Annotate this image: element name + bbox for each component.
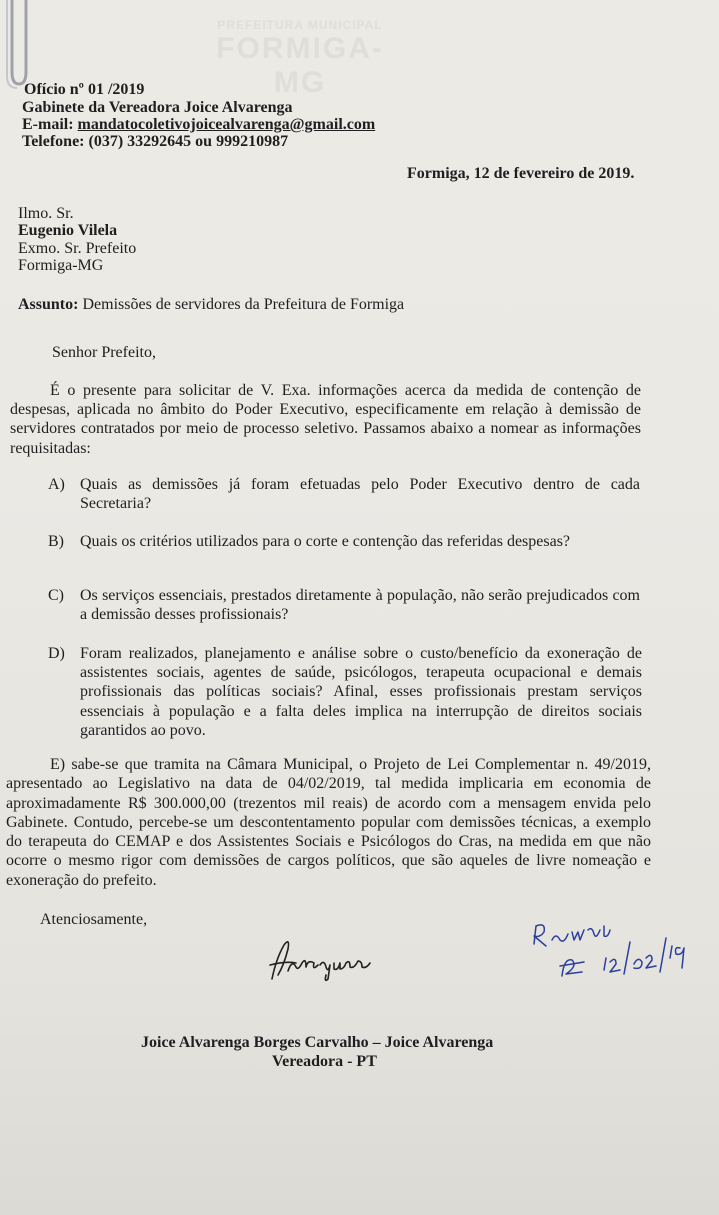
signatory-role: Vereadora - PT bbox=[272, 1053, 377, 1070]
email-link[interactable]: mandatocoletivojoicealvarenga@gmail.com bbox=[77, 116, 376, 133]
signatory-name: Joice Alvarenga Borges Carvalho – Joice Alvarenga bbox=[141, 1034, 494, 1051]
ghost-stamp-line1: PREFEITURA MUNICIPAL bbox=[217, 18, 383, 32]
subject-line bbox=[18, 296, 404, 314]
paragraph-e: E) sabe-se que tramita na Câmara Municipal, o Projeto de Lei Complementar n. 49/2019, apresentado ao Legislativo na data de 04/02/2019, tal medida implicaria em economia de aproximadamente R$ 300.000,00 (trezentos mil reais) de acordo com a mensagem envida pelo Gabinete. Contudo, percebe-se um descontentamento popular com demissões técnicas, a exemplo do terapeuta do CEMAP e dos Assistentes Sociais e Psicólogos do Cras, na medida em que não ocorre o mesmo rigor com demissões de cargos políticos, que são aqueles de livre nomeação e exoneração do prefeito. bbox=[6, 756, 651, 889]
item-a-text: Quais as demissões já foram efetuadas pelo Poder Executivo dentro de cada Secretaria? bbox=[80, 476, 640, 512]
subject-label: Assunto: bbox=[18, 296, 79, 313]
item-a-letter: A) bbox=[48, 476, 65, 493]
item-c-letter: C) bbox=[48, 587, 64, 604]
recipient-name: Eugenio Vilela bbox=[18, 222, 118, 239]
ghost-stamp-line2: FORMIGA-MG bbox=[216, 32, 384, 99]
email-label: E-mail: bbox=[22, 116, 74, 133]
item-d-letter: D) bbox=[48, 645, 65, 662]
item-b-text: Quais os critérios utilizados para o corte e contenção das referidas despesas? bbox=[80, 533, 571, 550]
recipient-title: Exmo. Sr. Prefeito bbox=[18, 240, 137, 257]
signature-handwriting bbox=[266, 935, 384, 985]
item-c-text: Os serviços essenciais, prestados diretamente à população, não serão prejudicados com a demissão desses profissionais? bbox=[80, 587, 640, 623]
recipient-line1: Ilmo. Sr. bbox=[18, 205, 74, 222]
recipient-city: Formiga-MG bbox=[18, 257, 104, 274]
salutation: Senhor Prefeito, bbox=[52, 344, 156, 361]
ghost-stamp bbox=[200, 18, 400, 99]
oficio-number: Ofício nº 01 /2019 bbox=[24, 81, 145, 98]
telefone-line: Telefone: (037) 33292645 ou 999210987 bbox=[22, 133, 289, 150]
received-note-handwriting bbox=[520, 918, 695, 990]
date-line: Formiga, 12 de fevereiro de 2019. bbox=[407, 165, 635, 182]
email-line bbox=[22, 116, 375, 134]
closing: Atenciosamente, bbox=[40, 911, 148, 928]
gabinete-line: Gabinete da Vereadora Joice Alvarenga bbox=[22, 99, 293, 116]
intro-paragraph: É o presente para solicitar de V. Exa. informações acerca da medida de contenção de despesas, aplicada no âmbito do Poder Executivo, especificamente em relação à demissão de servidores contratados por meio de processo seletivo. Passamos abaixo a nomear as informações requisitadas: bbox=[10, 382, 641, 457]
item-b-letter: B) bbox=[48, 533, 64, 550]
subject-text: Demissões de servidores da Prefeitura de Formiga bbox=[82, 296, 405, 313]
paper-clip-icon bbox=[0, 0, 30, 90]
item-d-text: Foram realizados, planejamento e análise sobre o custo/benefício da exoneração de assistentes sociais, agentes de saúde, psicólogos, terapeuta ocupacional e demais profissionais das políticas sociais? Afinal, esses profissionais prestam serviços essenciais à população e a falta deles implica na interrupção de direitos sociais garantidos ao povo. bbox=[80, 645, 642, 739]
